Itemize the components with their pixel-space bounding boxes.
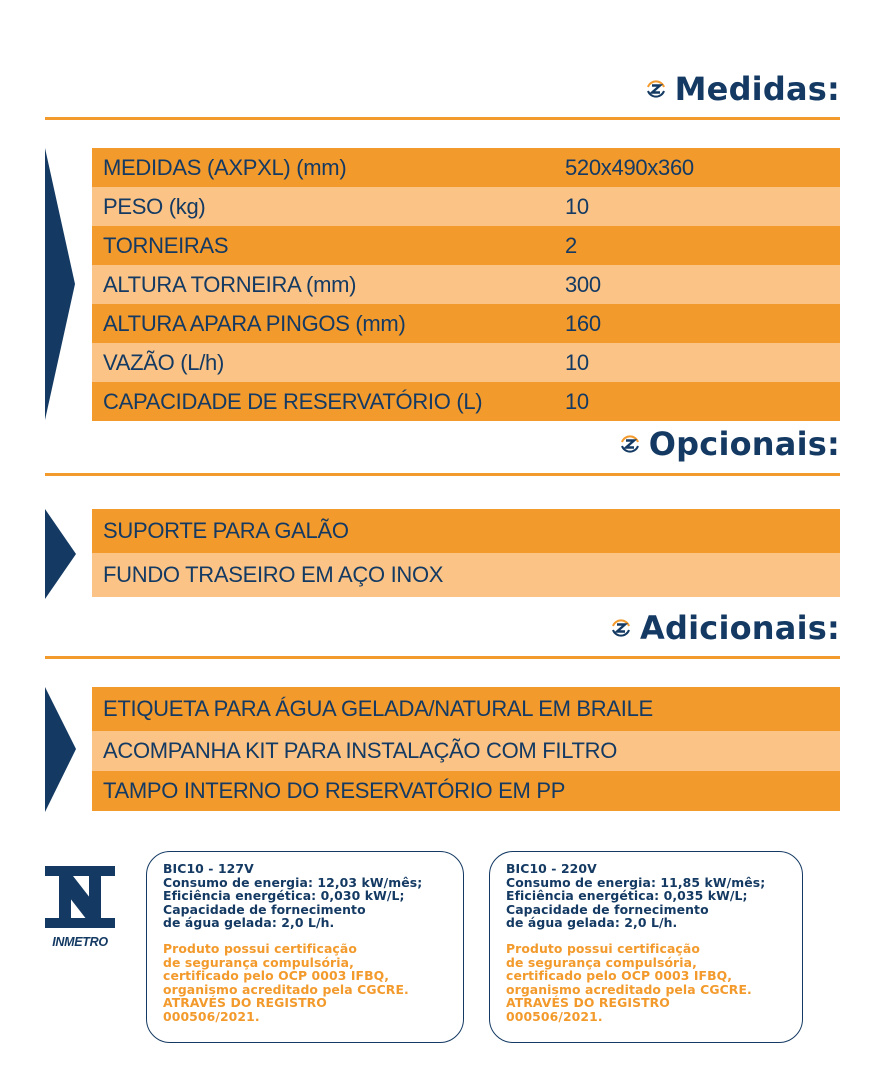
spec-value: 300 <box>565 271 601 297</box>
optional-item-label: FUNDO TRASEIRO EM AÇO INOX <box>103 562 444 587</box>
spec-label: CAPACIDADE DE RESERVATÓRIO (L) <box>103 388 483 414</box>
additional-item-label: TAMPO INTERNO DO RESERVATÓRIO EM PP <box>103 778 566 803</box>
spec-value: 160 <box>565 310 601 336</box>
card-capacidade: Capacidade de fornecimento <box>163 901 366 917</box>
spec-value: 10 <box>565 388 589 414</box>
section-divider <box>45 656 840 659</box>
spec-label: ALTURA TORNEIRA (mm) <box>103 271 357 297</box>
spec-value: 520x490x360 <box>565 154 694 180</box>
table-row <box>92 148 840 187</box>
card-cert-line: certificado pelo OCP 0003 IFBQ, <box>506 968 733 984</box>
card-cert-line: 000506/2021. <box>163 1008 260 1024</box>
optional-item-label: SUPORTE PARA GALÃO <box>103 518 349 543</box>
section-title-adicionais <box>610 609 840 647</box>
brand-z-logo-icon <box>610 617 632 639</box>
card-capacidade: de água gelada: 2,0 L/h. <box>163 915 335 931</box>
card-model: BIC10 - 220V <box>506 861 597 876</box>
card-capacidade: de água gelada: 2,0 L/h. <box>506 915 678 931</box>
card-cert-line: de segurança compulsória, <box>163 954 354 970</box>
section-title-opcionais <box>619 425 840 463</box>
card-cert-line: organismo acreditado pela CGCRE. <box>506 981 752 997</box>
energy-info-card-220v <box>489 851 803 1043</box>
section-title-text: Medidas: <box>674 70 840 108</box>
table-row <box>92 226 840 265</box>
section-title-medidas <box>645 70 840 108</box>
card-consumo: Consumo de energia: 11,85 kW/mês; <box>506 874 766 890</box>
card-cert-line: Produto possui certificação <box>163 940 357 956</box>
table-row <box>92 343 840 382</box>
list-item <box>92 553 840 597</box>
list-item <box>92 509 840 553</box>
card-eficiencia: Eficiência energética: 0,030 kW/L; <box>163 888 405 904</box>
card-eficiencia: Eficiência energética: 0,035 kW/L; <box>506 888 748 904</box>
spec-value: 10 <box>565 349 589 375</box>
section-arrow-icon <box>45 509 77 599</box>
spec-label: MEDIDAS (AXPXL) (mm) <box>103 154 347 180</box>
card-cert-line: de segurança compulsória, <box>506 954 697 970</box>
table-row <box>92 304 840 343</box>
spec-value: 2 <box>565 232 577 258</box>
brand-z-logo-icon <box>619 433 641 455</box>
additional-item-label: ACOMPANHA KIT PARA INSTALAÇÃO COM FILTRO <box>103 738 618 763</box>
additionals-list <box>92 687 840 811</box>
inmetro-logo-icon <box>45 866 115 928</box>
list-item <box>92 771 840 811</box>
card-capacidade: Capacidade de fornecimento <box>506 901 709 917</box>
section-divider <box>45 473 840 476</box>
card-cert-line: ATRAVÉS DO REGISTRO <box>506 995 670 1011</box>
spec-value: 10 <box>565 193 589 219</box>
table-row <box>92 265 840 304</box>
spec-label: VAZÃO (L/h) <box>103 349 224 375</box>
optionals-list <box>92 509 840 597</box>
spec-label: TORNEIRAS <box>103 232 229 258</box>
specs-table <box>92 148 840 421</box>
section-arrow-icon <box>45 687 77 812</box>
section-title-text: Opcionais: <box>648 425 840 463</box>
table-row <box>92 187 840 226</box>
card-cert-line: 000506/2021. <box>506 1008 603 1024</box>
card-cert-line: Produto possui certificação <box>506 940 700 956</box>
energy-info-card-127v <box>146 851 464 1043</box>
table-row <box>92 382 840 421</box>
card-cert-line: certificado pelo OCP 0003 IFBQ, <box>163 968 390 984</box>
card-model: BIC10 - 127V <box>163 861 254 876</box>
list-item <box>92 687 840 731</box>
spec-label: PESO (kg) <box>103 193 206 219</box>
section-title-text: Adicionais: <box>640 609 840 647</box>
card-consumo: Consumo de energia: 12,03 kW/mês; <box>163 874 423 890</box>
card-cert-line: organismo acreditado pela CGCRE. <box>163 981 409 997</box>
list-item <box>92 731 840 771</box>
section-arrow-icon <box>45 148 77 420</box>
inmetro-label: INMETRO <box>52 935 108 949</box>
additional-item-label: ETIQUETA PARA ÁGUA GELADA/NATURAL EM BRAILE <box>103 696 653 721</box>
brand-z-logo-icon <box>645 78 667 100</box>
inmetro-logo <box>45 866 115 949</box>
section-divider <box>45 117 840 120</box>
card-cert-line: ATRAVÉS DO REGISTRO <box>163 995 327 1011</box>
spec-label: ALTURA APARA PINGOS (mm) <box>103 310 406 336</box>
